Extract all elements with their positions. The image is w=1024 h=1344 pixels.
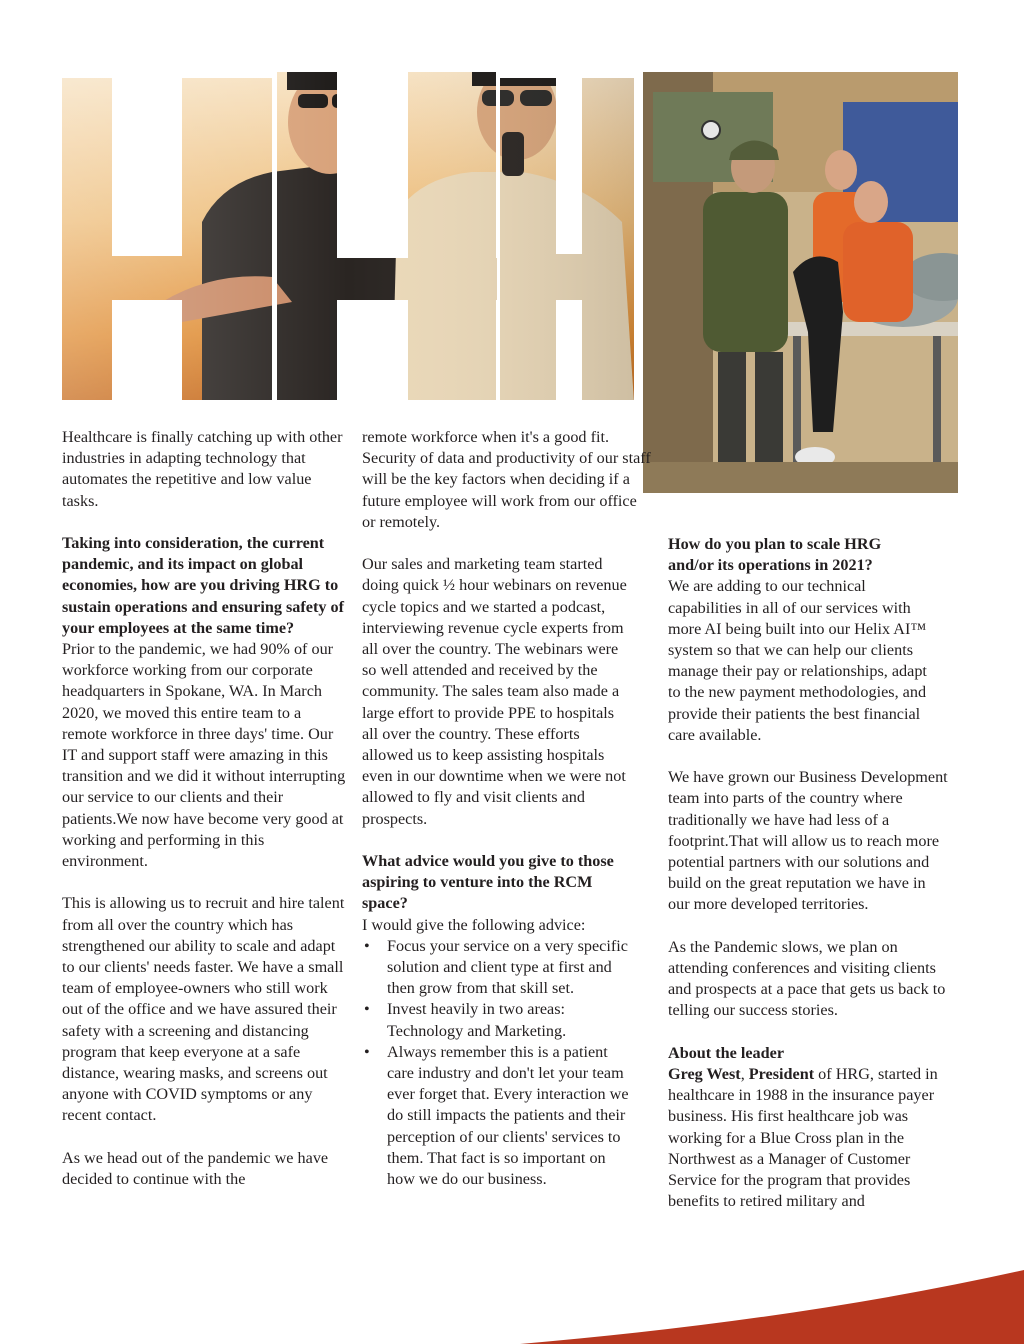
- leader-title: President: [748, 1065, 815, 1084]
- advice-intro: I would give the following advice:: [362, 915, 586, 934]
- answer-scale: We are adding to our technical capabilities in all of our services with more AI being built into our Helix AI™ system so that we can help our clients manage their pay or relationships, adapt to the new payment methodologies, and provide their patients the best financial care available.: [668, 577, 927, 744]
- volunteers-photo: [643, 72, 958, 493]
- remote-workforce-paragraph: remote workforce when it's a good fit. Security of data and productivity of our staff will be the key factors when deciding if a future employee will work from our office or remotely.: [362, 428, 651, 531]
- hero-hhh-image: [62, 72, 634, 400]
- marketing-paragraph: Our sales and marketing team started doing quick ½ hour webinars on revenue cycle topics and we started a podcast, interviewing revenue cycle experts from all over the country. The webinars were so well attended and received by the community. The sales team also made a large effort to provide PPE to hospitals all over the country. These efforts allowed us to keep assisting hospitals even in our downtime when we were not allowed to fly and visit clients and prospects.: [362, 555, 627, 828]
- decorative-swoosh: [0, 1260, 1024, 1344]
- about-leader-heading: About the leader: [668, 1043, 784, 1062]
- article-column-2: [362, 427, 652, 1190]
- question-advice: What advice would you give to those aspiring to venture into the RCM space?: [362, 852, 614, 913]
- intro-paragraph: Healthcare is finally catching up with other industries in adapting technology that automates the repetitive and low value tasks.: [62, 428, 343, 510]
- article-column-1: [62, 427, 348, 1190]
- leader-bio-text: of HRG, started in healthcare in 1988 in the insurance payer business. His first healthcare job was working for a Blue Cross plan in the Northwest as a Manager of Customer Service for the program that provides benefits to retired military and: [668, 1065, 938, 1211]
- list-item: • Always remember this is a patient care industry and don't let your team ever forget that. Every interaction we do still impacts the patients and their perception of our clients' services to them. That fact is so important on how we do our business.: [362, 1042, 632, 1190]
- business-development-paragraph: We have grown our Business Development team into parts of the country where traditionally we have had less of a footprint.That will allow us to reach more potential partners with our solutions and build on the great reputation we have in our more developed territories.: [668, 768, 948, 914]
- leader-separator: ,: [740, 1065, 749, 1084]
- list-item: • Invest heavily in two areas: Technology and Marketing.: [362, 999, 632, 1041]
- recruiting-paragraph: This is allowing us to recruit and hire talent from all over the country which has strengthened our ability to scale and adapt to our clients' needs faster. We have a small team of employee-owners who still work out of the office and we have assured their safety with a screening and distancing program that keep everyone at a safe distance, wearing masks, and screens out anyone with COVID symptoms or any recent contact.: [62, 894, 345, 1125]
- list-item: • Focus your service on a very specific solution and client type at first and then grow from that skill set.: [362, 936, 632, 1000]
- answer-pandemic: Prior to the pandemic, we had 90% of our workforce working from our corporate headquarters in Spokane, WA. In March 2020, we moved this entire team to a remote workforce in three days' time. Our IT and support staff were amazing in this transition and we did it without interrupting our service to our clients and their patients.We now have become very good at working and performing in this environment.: [62, 640, 346, 871]
- question-scale: How do you plan to scale HRG and/or its operations in 2021?: [668, 535, 882, 575]
- leader-bio: [668, 1064, 952, 1212]
- article-column-3: [668, 534, 958, 1212]
- question-pandemic: Taking into consideration, the current pandemic, and its impact on global economies, how are you driving HRG to sustain operations and ensuring safety of your employees at the same time?: [62, 534, 344, 637]
- conferences-paragraph: As the Pandemic slows, we plan on attending conferences and visiting clients and prospects at a pace that gets us back to telling our success stories.: [668, 937, 946, 1020]
- leader-name: Greg West: [668, 1065, 741, 1084]
- advice-list: [362, 936, 632, 1190]
- post-pandemic-paragraph: As we head out of the pandemic we have decided to continue with the: [62, 1148, 329, 1189]
